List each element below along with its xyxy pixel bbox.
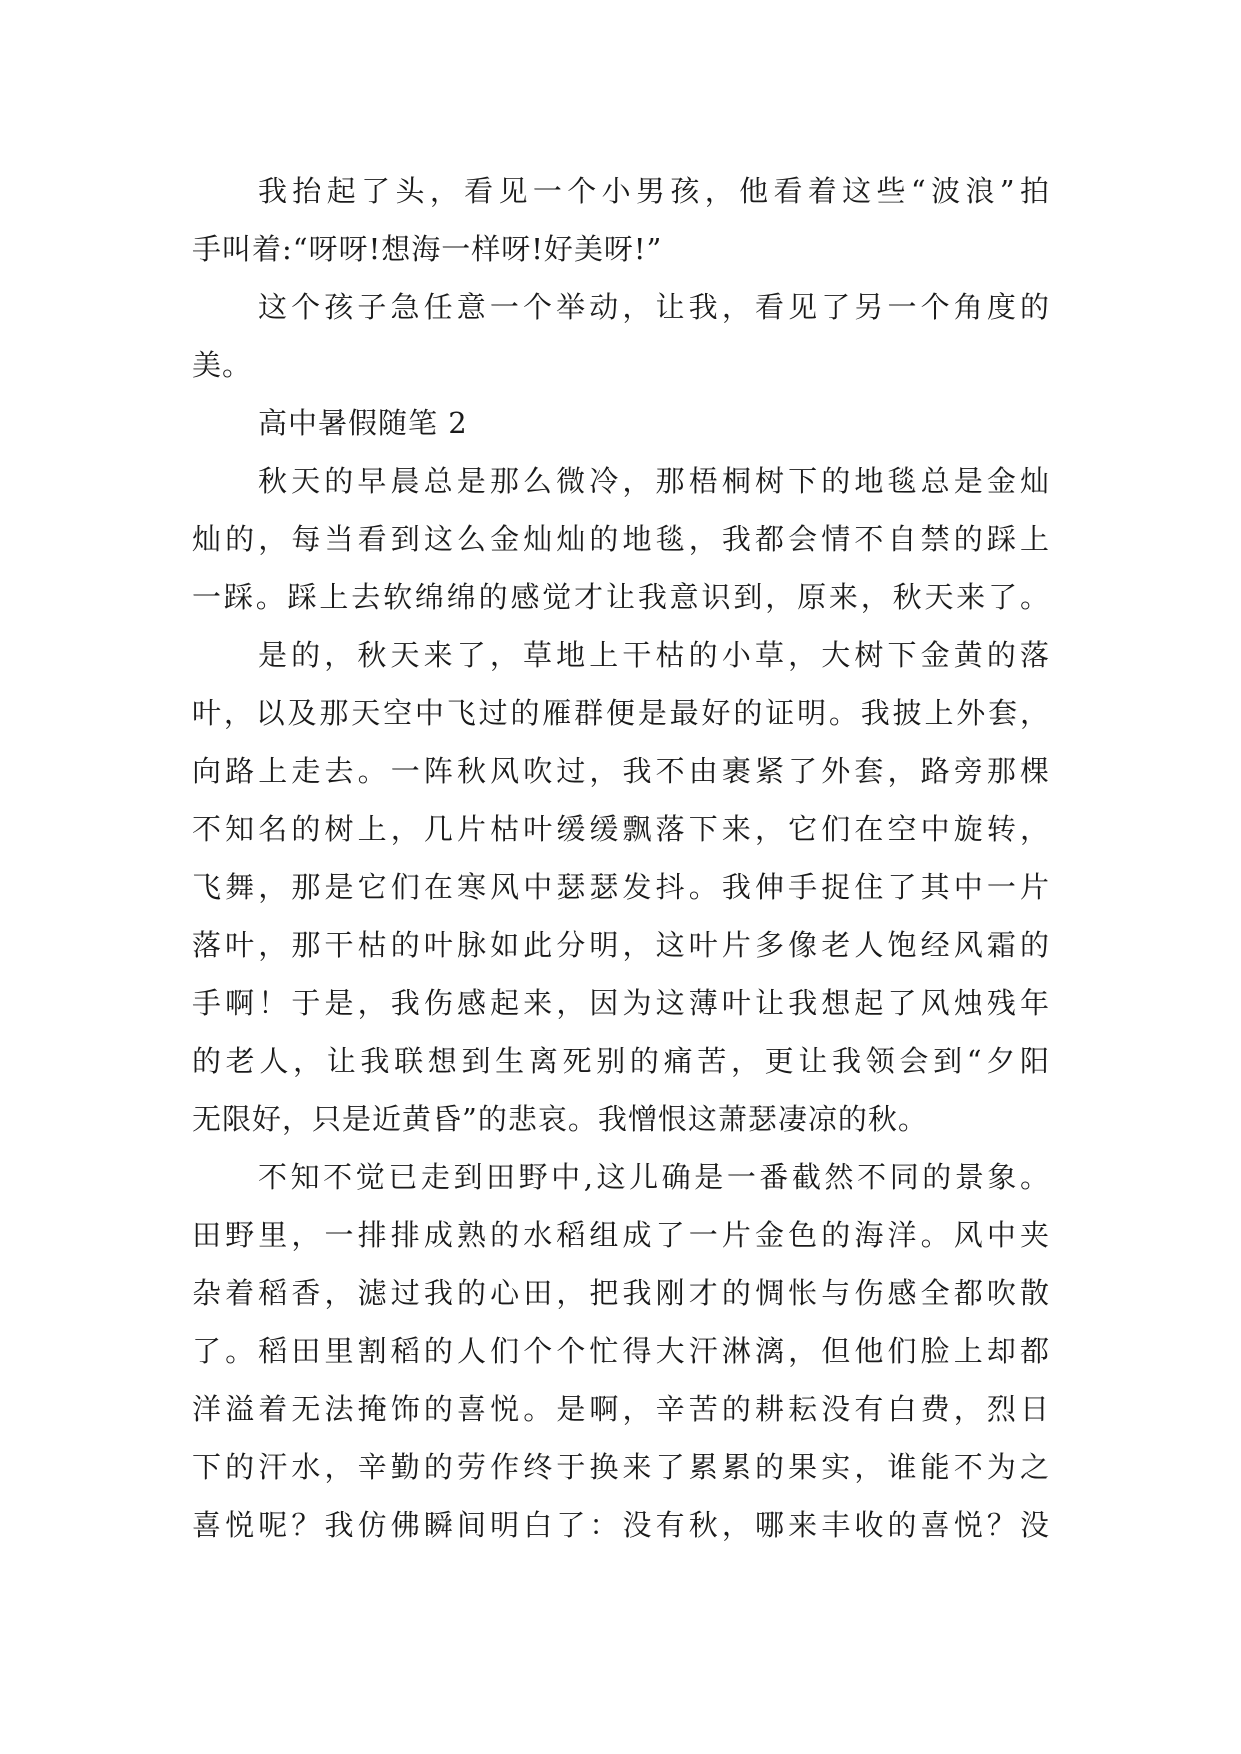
section-heading: 高中暑假随笔 2 (258, 406, 468, 440)
text-line: 飞舞，那是它们在寒风中瑟瑟发抖。我伸手捉住了其中一片 (192, 870, 1050, 904)
text-line: 不知名的树上，几片枯叶缓缓飘落下来，它们在空中旋转， (192, 812, 1050, 846)
text-line: 喜悦呢？我仿佛瞬间明白了：没有秋，哪来丰收的喜悦？没 (192, 1508, 1050, 1542)
text-line: 这个孩子急任意一个举动，让我，看见了另一个角度的 (258, 290, 1050, 324)
text-line: 洋溢着无法掩饰的喜悦。是啊，辛苦的耕耘没有白费，烈日 (192, 1392, 1050, 1426)
text-line: 是的，秋天来了，草地上干枯的小草，大树下金黄的落 (258, 638, 1050, 672)
text-line: 不知不觉已走到田野中,这儿确是一番截然不同的景象。 (258, 1160, 1050, 1194)
text-line: 田野里，一排排成熟的水稻组成了一片金色的海洋。风中夹 (192, 1218, 1050, 1252)
text-line: 手啊！于是，我伤感起来，因为这薄叶让我想起了风烛残年 (192, 986, 1050, 1020)
text-line: 叶，以及那天空中飞过的雁群便是最好的证明。我披上外套， (192, 696, 1050, 730)
text-line: 手叫着:“呀呀!想海一样呀!好美呀!” (192, 232, 663, 266)
text-line: 落叶，那干枯的叶脉如此分明，这叶片多像老人饱经风霜的 (192, 928, 1050, 962)
text-line: 无限好，只是近黄昏”的悲哀。我憎恨这萧瑟凄凉的秋。 (192, 1102, 928, 1136)
text-line: 秋天的早晨总是那么微冷，那梧桐树下的地毯总是金灿 (258, 464, 1050, 498)
text-line: 了。稻田里割稻的人们个个忙得大汗淋漓，但他们脸上却都 (192, 1334, 1050, 1368)
text-line: 美。 (192, 348, 253, 382)
text-line: 我抬起了头，看见一个小男孩，他看着这些“波浪”拍 (258, 174, 1050, 208)
text-line: 灿的，每当看到这么金灿灿的地毯，我都会情不自禁的踩上 (192, 522, 1050, 556)
text-line: 向路上走去。一阵秋风吹过，我不由裹紧了外套，路旁那棵 (192, 754, 1050, 788)
text-line: 的老人，让我联想到生离死别的痛苦，更让我领会到“夕阳 (192, 1044, 1050, 1078)
text-line: 下的汗水，辛勤的劳作终于换来了累累的果实，谁能不为之 (192, 1450, 1050, 1484)
text-line: 一踩。踩上去软绵绵的感觉才让我意识到，原来，秋天来了。 (192, 580, 1050, 614)
text-line: 杂着稻香，滤过我的心田，把我刚才的惆怅与伤感全都吹散 (192, 1276, 1050, 1310)
essay-text (192, 162, 1050, 1554)
